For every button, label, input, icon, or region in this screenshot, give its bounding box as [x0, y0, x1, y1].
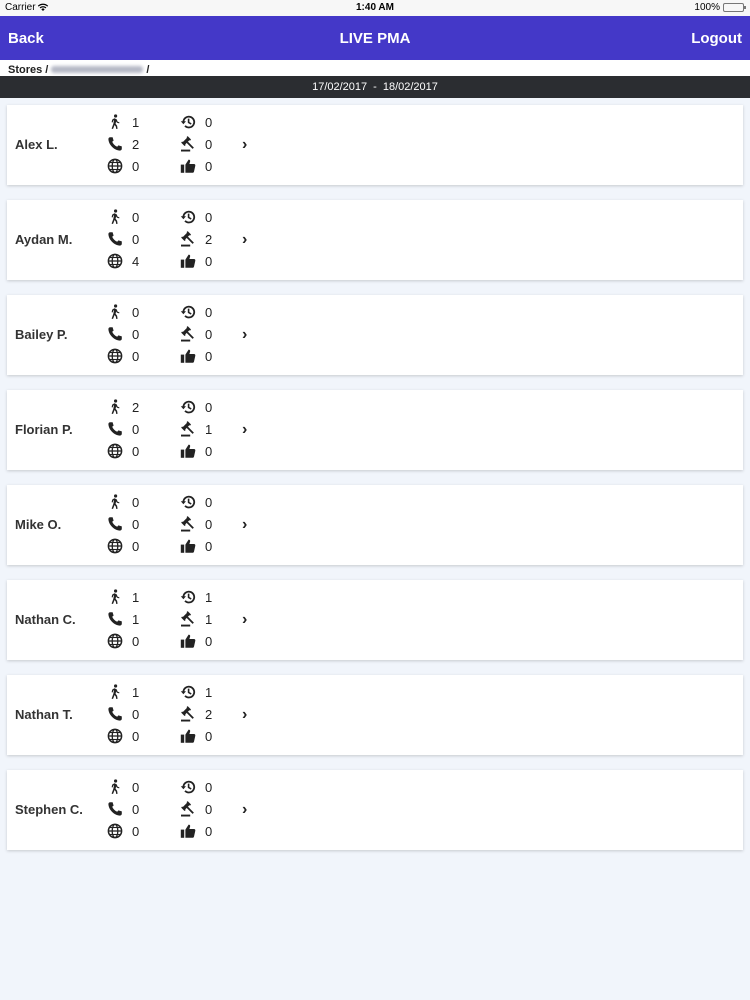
stat-value-gavel: 2 [205, 231, 213, 247]
battery-indicator [694, 2, 744, 13]
globe-icon [107, 348, 123, 364]
chevron-right-icon[interactable]: › [242, 326, 248, 343]
stat-value-gavel: 1 [205, 421, 213, 437]
salesperson-card[interactable] [7, 580, 743, 660]
gavel-icon [180, 136, 196, 152]
stat-value-history: 1 [205, 589, 213, 605]
stat-value-web: 0 [132, 633, 140, 649]
stat-value-gavel: 0 [205, 801, 213, 817]
globe-icon [107, 633, 123, 649]
history-icon [180, 684, 196, 700]
gavel-icon [180, 326, 196, 342]
history-icon [180, 209, 196, 225]
stat-gavel [180, 515, 212, 533]
salesperson-name: Stephen C. [15, 802, 83, 817]
stat-value-web: 0 [132, 728, 140, 744]
status-bar [0, 0, 750, 16]
stat-gavel [180, 610, 212, 628]
salesperson-card[interactable] [7, 675, 743, 755]
globe-icon [107, 158, 123, 174]
stat-thumb [180, 822, 212, 840]
stat-value-history: 0 [205, 114, 213, 130]
stat-value-web: 0 [132, 158, 140, 174]
date-separator: - [373, 81, 377, 93]
globe-icon [107, 823, 123, 839]
stat-value-gavel: 0 [205, 136, 213, 152]
stat-value-phone: 0 [132, 231, 140, 247]
chevron-right-icon[interactable]: › [242, 231, 248, 248]
stat-value-history: 0 [205, 779, 213, 795]
walk-in-icon [107, 209, 123, 225]
stat-gavel [180, 325, 212, 343]
breadcrumb-stores[interactable]: Stores / [8, 63, 49, 76]
salesperson-name: Mike O. [15, 517, 62, 532]
stat-web [107, 442, 139, 460]
logout-button[interactable]: Logout [691, 30, 742, 47]
chevron-right-icon[interactable]: › [242, 801, 248, 818]
page-title: LIVE PMA [339, 30, 411, 47]
salesperson-card[interactable] [7, 770, 743, 850]
stat-value-thumb: 0 [205, 158, 213, 174]
stat-value-web: 0 [132, 823, 140, 839]
stat-value-walk: 1 [132, 684, 140, 700]
gavel-icon [180, 801, 196, 817]
stat-value-thumb: 0 [205, 633, 213, 649]
gavel-icon [180, 231, 196, 247]
stat-value-gavel: 0 [205, 326, 213, 342]
stat-history [180, 588, 212, 606]
chevron-right-icon[interactable]: › [242, 611, 248, 628]
battery-percent: 100% [694, 2, 720, 13]
thumbs-up-icon [180, 823, 196, 839]
stat-walk [107, 493, 139, 511]
stat-phone [107, 515, 139, 533]
stat-phone [107, 325, 139, 343]
stat-value-gavel: 1 [205, 611, 213, 627]
back-button[interactable]: Back [8, 30, 44, 47]
stat-web [107, 537, 139, 555]
stat-gavel [180, 230, 212, 248]
carrier-label: Carrier [5, 2, 36, 13]
stat-history [180, 778, 212, 796]
stat-web [107, 157, 139, 175]
stat-phone [107, 705, 139, 723]
stat-web [107, 252, 139, 270]
stat-value-web: 0 [132, 348, 140, 364]
salesperson-name: Florian P. [15, 422, 73, 437]
walk-in-icon [107, 589, 123, 605]
stat-phone [107, 135, 139, 153]
walk-in-icon [107, 114, 123, 130]
stat-thumb [180, 537, 212, 555]
stat-value-walk: 0 [132, 779, 140, 795]
stat-value-thumb: 0 [205, 728, 213, 744]
stat-thumb [180, 252, 212, 270]
clock: 1:40 AM [356, 2, 394, 13]
stat-phone [107, 800, 139, 818]
stat-web [107, 727, 139, 745]
stat-thumb [180, 442, 212, 460]
walk-in-icon [107, 399, 123, 415]
globe-icon [107, 443, 123, 459]
stat-value-history: 0 [205, 494, 213, 510]
stat-history [180, 683, 212, 701]
stat-value-history: 0 [205, 399, 213, 415]
chevron-right-icon[interactable]: › [242, 516, 248, 533]
history-icon [180, 779, 196, 795]
salesperson-list [7, 105, 743, 865]
stat-walk [107, 113, 139, 131]
phone-icon [107, 801, 123, 817]
stat-value-phone: 0 [132, 801, 140, 817]
date-range-bar[interactable] [0, 76, 750, 98]
breadcrumb-redacted-store[interactable] [51, 66, 143, 73]
stat-walk [107, 778, 139, 796]
history-icon [180, 114, 196, 130]
globe-icon [107, 538, 123, 554]
stat-value-phone: 0 [132, 516, 140, 532]
stat-gavel [180, 135, 212, 153]
history-icon [180, 304, 196, 320]
phone-icon [107, 231, 123, 247]
thumbs-up-icon [180, 158, 196, 174]
stat-value-walk: 0 [132, 304, 140, 320]
phone-icon [107, 516, 123, 532]
chevron-right-icon[interactable]: › [242, 421, 248, 438]
stat-history [180, 113, 212, 131]
salesperson-name: Nathan C. [15, 612, 76, 627]
phone-icon [107, 326, 123, 342]
salesperson-name: Alex L. [15, 137, 58, 152]
stat-value-thumb: 0 [205, 538, 213, 554]
stat-value-walk: 1 [132, 114, 140, 130]
history-icon [180, 399, 196, 415]
date-from: 17/02/2017 [312, 81, 368, 93]
battery-icon [723, 3, 744, 12]
salesperson-card[interactable] [7, 200, 743, 280]
stat-value-thumb: 0 [205, 443, 213, 459]
stat-value-phone: 0 [132, 421, 140, 437]
stat-value-history: 0 [205, 209, 213, 225]
stat-value-gavel: 2 [205, 706, 213, 722]
gavel-icon [180, 611, 196, 627]
stat-web [107, 347, 139, 365]
thumbs-up-icon [180, 728, 196, 744]
stat-thumb [180, 727, 212, 745]
stat-gavel [180, 420, 212, 438]
stat-thumb [180, 347, 212, 365]
stat-walk [107, 683, 139, 701]
breadcrumb-trailing-slash: / [146, 63, 150, 76]
phone-icon [107, 611, 123, 627]
date-to: 18/02/2017 [382, 81, 438, 93]
stat-phone [107, 420, 139, 438]
stat-value-thumb: 0 [205, 823, 213, 839]
stat-history [180, 493, 212, 511]
stat-value-phone: 0 [132, 706, 140, 722]
stat-value-phone: 0 [132, 326, 140, 342]
gavel-icon [180, 516, 196, 532]
stat-web [107, 822, 139, 840]
salesperson-name: Aydan M. [15, 232, 73, 247]
stat-value-gavel: 0 [205, 516, 213, 532]
history-icon [180, 589, 196, 605]
stat-value-walk: 0 [132, 209, 140, 225]
stat-walk [107, 588, 139, 606]
thumbs-up-icon [180, 538, 196, 554]
stat-walk [107, 303, 139, 321]
thumbs-up-icon [180, 253, 196, 269]
chevron-right-icon[interactable]: › [242, 706, 248, 723]
stat-value-web: 0 [132, 538, 140, 554]
stat-gavel [180, 800, 212, 818]
stat-history [180, 208, 212, 226]
walk-in-icon [107, 684, 123, 700]
thumbs-up-icon [180, 443, 196, 459]
stat-value-history: 0 [205, 304, 213, 320]
stat-value-walk: 0 [132, 494, 140, 510]
stat-history [180, 303, 212, 321]
stat-value-history: 1 [205, 684, 213, 700]
stat-gavel [180, 705, 212, 723]
stat-value-web: 4 [132, 253, 140, 269]
gavel-icon [180, 706, 196, 722]
stat-thumb [180, 157, 212, 175]
walk-in-icon [107, 494, 123, 510]
walk-in-icon [107, 304, 123, 320]
nav-bar [0, 16, 750, 60]
stat-phone [107, 230, 139, 248]
stat-value-web: 0 [132, 443, 140, 459]
thumbs-up-icon [180, 633, 196, 649]
stat-walk [107, 208, 139, 226]
thumbs-up-icon [180, 348, 196, 364]
stat-value-thumb: 0 [205, 253, 213, 269]
salesperson-name: Nathan T. [15, 707, 73, 722]
globe-icon [107, 253, 123, 269]
stat-thumb [180, 632, 212, 650]
salesperson-card[interactable] [7, 390, 743, 470]
stat-value-walk: 1 [132, 589, 140, 605]
gavel-icon [180, 421, 196, 437]
stat-history [180, 398, 212, 416]
salesperson-card[interactable] [7, 105, 743, 185]
phone-icon [107, 136, 123, 152]
globe-icon [107, 728, 123, 744]
history-icon [180, 494, 196, 510]
stat-value-thumb: 0 [205, 348, 213, 364]
breadcrumb [0, 60, 750, 76]
stat-value-phone: 1 [132, 611, 140, 627]
phone-icon [107, 421, 123, 437]
stat-value-walk: 2 [132, 399, 140, 415]
stat-walk [107, 398, 139, 416]
salesperson-name: Bailey P. [15, 327, 68, 342]
salesperson-card[interactable] [7, 485, 743, 565]
stat-web [107, 632, 139, 650]
stat-value-phone: 2 [132, 136, 140, 152]
walk-in-icon [107, 779, 123, 795]
chevron-right-icon[interactable]: › [242, 136, 248, 153]
salesperson-card[interactable] [7, 295, 743, 375]
phone-icon [107, 706, 123, 722]
stat-phone [107, 610, 139, 628]
